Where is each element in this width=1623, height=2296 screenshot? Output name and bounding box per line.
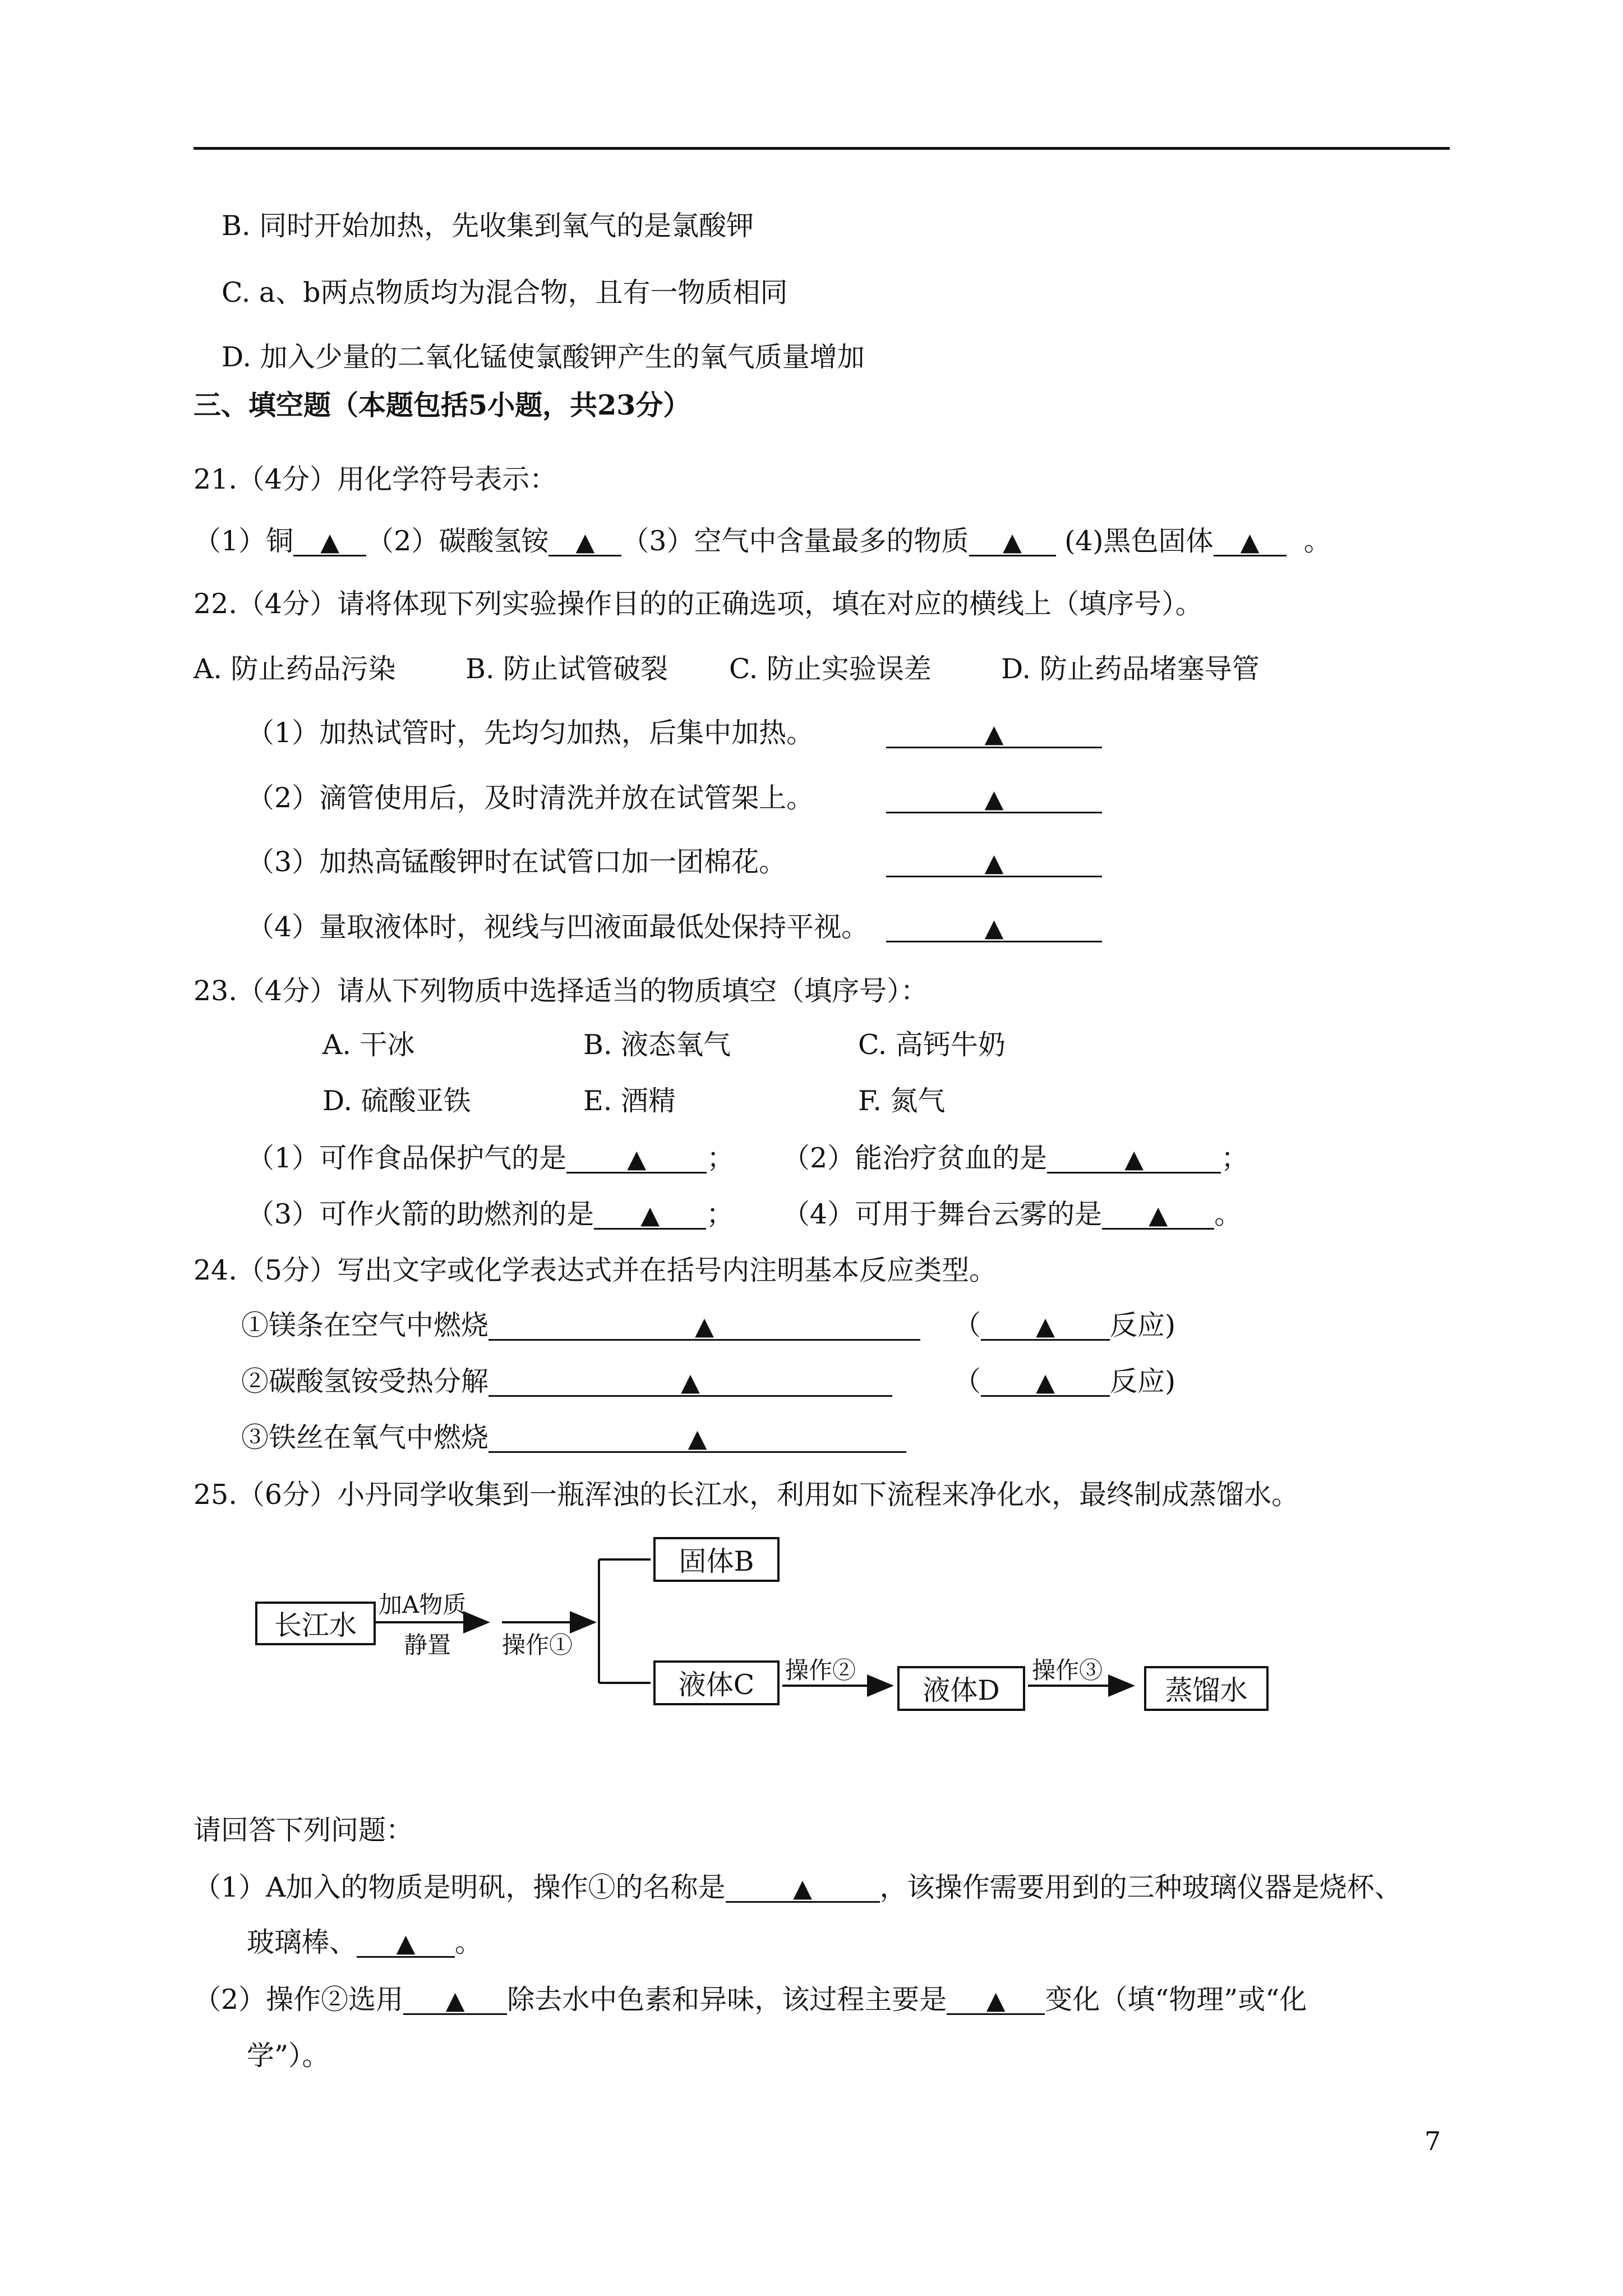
blank-marker: ▲ xyxy=(396,1929,416,1958)
option-d: D. 加入少量的二氧化锰使氯酸钾产生的氧气质量增加 xyxy=(222,341,865,373)
q23-item-2-text: （2）能治疗贫血的是 xyxy=(782,1142,1048,1174)
q25-stem: 25.（6分）小丹同学收集到一瓶浑浊的长江水，利用如下流程来净化水，最终制成蒸馏水。 xyxy=(193,1479,1299,1511)
q23-item-3-text: （3）可作火箭的助燃剂的是 xyxy=(247,1198,594,1230)
q21-end: 。 xyxy=(1303,525,1331,557)
blank-marker: ▲ xyxy=(695,1312,714,1341)
blank-marker: ▲ xyxy=(793,1874,812,1903)
q25-s1-text-a: （1）A加入的物质是明矾，操作①的名称是 xyxy=(193,1871,726,1903)
q23-stem: 23.（4分）请从下列物质中选择适当的物质填空（填序号）： xyxy=(193,975,928,1007)
q25-s2-text-b: 除去水中色素和异味，该过程主要是 xyxy=(507,1984,947,2016)
q22-option-a: A. 防止药品污染 xyxy=(193,653,396,685)
flow-label-settle: 静置 xyxy=(404,1631,451,1659)
q21-part3: （3）空气中含量最多的物质 xyxy=(621,525,969,557)
flow-box-distilled-water: 蒸馏水 xyxy=(1144,1666,1269,1711)
flow-box-liquid-c: 液体C xyxy=(653,1660,780,1705)
blank-marker: ▲ xyxy=(320,528,340,556)
q23-option-f: F. 氮气 xyxy=(858,1085,946,1117)
blank-marker: ▲ xyxy=(1036,1368,1055,1397)
q25-s1-text-d: 。 xyxy=(455,1926,483,1958)
blank-marker: ▲ xyxy=(984,720,1004,748)
q25-sub2-line1 xyxy=(193,1986,1307,2015)
blank-marker: ▲ xyxy=(984,785,1004,813)
flow-label-add-a: 加A物质 xyxy=(379,1591,467,1618)
flow-box-yangtze-water: 长江水 xyxy=(255,1602,376,1645)
q21-part2: （2）碳酸氢铵 xyxy=(366,525,549,557)
q24-item-3-text: ③铁丝在氧气中燃烧 xyxy=(241,1421,489,1453)
option-c: C. a、b两点物质均为混合物，且有一物质相同 xyxy=(222,277,788,309)
q25-sub1-line2 xyxy=(247,1926,483,1958)
blank-marker: ▲ xyxy=(681,1368,700,1397)
paren-close: 反应) xyxy=(1110,1309,1176,1341)
q25-s1-text-c: 玻璃棒、 xyxy=(247,1926,357,1958)
blank-marker: ▲ xyxy=(986,1986,1006,2015)
q23-semicolon: ； xyxy=(706,1198,734,1230)
blank-marker: ▲ xyxy=(1124,1145,1144,1174)
q23-option-d: D. 硫酸亚铁 xyxy=(322,1085,471,1117)
option-b: B. 同时开始加热，先收集到氧气的是氯酸钾 xyxy=(222,210,754,242)
blank-marker: ▲ xyxy=(984,914,1004,942)
q21-stem: 21.（4分）用化学符号表示： xyxy=(193,463,557,495)
q22-option-c: C. 防止实验误差 xyxy=(729,653,932,685)
blank-marker: ▲ xyxy=(1036,1312,1055,1341)
page-number: 7 xyxy=(1424,2126,1441,2156)
blank-marker: ▲ xyxy=(627,1145,647,1174)
q25-ask: 请回答下列问题： xyxy=(193,1814,414,1846)
blank-marker: ▲ xyxy=(575,528,595,556)
q25-s2-text-c: 变化（填“物理”或“化 xyxy=(1045,1984,1307,2016)
q25-s1-text-b: ，该操作需要用到的三种玻璃仪器是烧杯、 xyxy=(879,1871,1402,1903)
blank-marker: ▲ xyxy=(1240,528,1260,556)
flow-box-liquid-d: 液体D xyxy=(897,1666,1025,1711)
q25-sub1-line1 xyxy=(193,1871,1402,1903)
flow-label-op1: 操作① xyxy=(502,1631,573,1659)
q24-item-2-text: ②碳酸氢铵受热分解 xyxy=(241,1365,489,1397)
flow-label-op3: 操作③ xyxy=(1032,1657,1103,1684)
q22-stem: 22.（4分）请将体现下列实验操作目的的正确选项，填在对应的横线上（填序号）。 xyxy=(193,588,1203,620)
q23-semicolon: ； xyxy=(1221,1142,1249,1174)
flow-label-op2: 操作② xyxy=(785,1657,856,1684)
paren-open: （ xyxy=(953,1365,981,1397)
q23-item-1-text: （1）可作食品保护气的是 xyxy=(247,1142,567,1174)
q23-option-b: B. 液态氧气 xyxy=(583,1029,731,1061)
q23-option-c: C. 高钙牛奶 xyxy=(858,1029,1006,1061)
q22-option-d: D. 防止药品堵塞导管 xyxy=(1001,653,1260,685)
q22-item-2: （2）滴管使用后，及时清洗并放在试管架上。 xyxy=(247,782,814,814)
blank-marker: ▲ xyxy=(984,849,1004,877)
paren-open: （ xyxy=(953,1309,981,1341)
q23-item-4-text: （4）可用于舞台云雾的是 xyxy=(782,1198,1103,1230)
flow-box-solid-b: 固体B xyxy=(653,1537,780,1582)
q23-period: 。 xyxy=(1214,1198,1242,1230)
q25-sub2-line2: 学”）。 xyxy=(247,2040,330,2072)
q22-item-1: （1）加热试管时，先均匀加热，后集中加热。 xyxy=(247,717,814,749)
q25-s2-text-a: （2）操作②选用 xyxy=(193,1984,404,2016)
blank-marker: ▲ xyxy=(640,1201,660,1230)
blank-marker: ▲ xyxy=(1003,528,1022,556)
blank-marker: ▲ xyxy=(1149,1201,1168,1230)
paren-close: 反应) xyxy=(1110,1365,1176,1397)
q23-semicolon: ； xyxy=(707,1142,735,1174)
blank-marker: ▲ xyxy=(445,1986,465,2015)
q24-item-1-text: ①镁条在空气中燃烧 xyxy=(241,1309,489,1341)
blank-marker: ▲ xyxy=(688,1424,707,1453)
q21-part1: （1）铜 xyxy=(193,525,294,557)
section-title: 三、填空题（本题包括5小题，共23分） xyxy=(193,389,691,421)
q23-option-e: E. 酒精 xyxy=(583,1085,676,1117)
q22-option-b: B. 防止试管破裂 xyxy=(465,653,668,685)
q24-stem: 24.（5分）写出文字或化学表达式并在括号内注明基本反应类型。 xyxy=(193,1254,997,1286)
q22-item-4: （4）量取液体时，视线与凹液面最低处保持平视。 xyxy=(247,911,869,943)
q23-option-a: A. 干冰 xyxy=(322,1029,415,1061)
q22-item-3: （3）加热高锰酸钾时在试管口加一团棉花。 xyxy=(247,846,787,878)
q21-part4: (4)黑色固体 xyxy=(1064,525,1214,557)
